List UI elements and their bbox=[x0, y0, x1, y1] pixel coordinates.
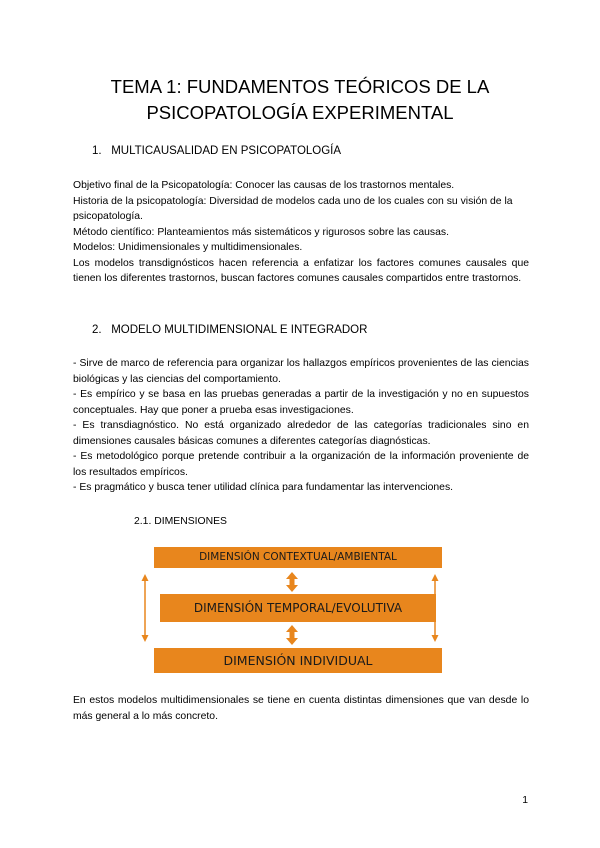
section-1-number: 1. bbox=[92, 145, 102, 157]
double-arrow-icon bbox=[286, 625, 298, 645]
section-1-title: MULTICAUSALIDAD EN PSICOPATOLOGÍA bbox=[111, 145, 342, 157]
section-2-number: 2. bbox=[92, 324, 102, 336]
dimensions-diagram bbox=[148, 544, 450, 674]
paragraph: Método científico: Planteamientos más sistemáticos y rigurosos sobre las causas. bbox=[73, 226, 449, 238]
double-arrow-icon bbox=[286, 572, 298, 592]
paragraph: Modelos: Unidimensionales y multidimensionales. bbox=[73, 242, 303, 253]
bullet-item: - Sirve de marco de referencia para organizar los hallazgos empíricos provenientes de las ciencias biológicas y las ciencias del comportamiento. bbox=[73, 358, 529, 385]
individual-dimension-bar: DIMENSIÓN INDIVIDUAL bbox=[154, 648, 442, 673]
bullet-item: - Es metodológico porque pretende contribuir a la organización de la información proveniente de los resultados empíricos. bbox=[73, 451, 529, 478]
section-2-title: MODELO MULTIDIMENSIONAL E INTEGRADOR bbox=[111, 324, 368, 336]
temporal-dimension-bar: DIMENSIÓN TEMPORAL/EVOLUTIVA bbox=[160, 594, 436, 622]
section-2-body bbox=[73, 356, 529, 496]
bullet-item: - Es empírico y se basa en las pruebas generadas a partir de la investigación y no en supuestos conceptuales. Hay que poner a prueba esas investigaciones. bbox=[73, 389, 529, 416]
paragraph: Historia de la psicopatología: Diversidad de modelos cada uno de los cuales con su visión de la psicopatología. bbox=[73, 195, 513, 222]
closing-paragraph bbox=[73, 693, 529, 724]
bullet-item: - Es transdiagnóstico. No está organizado alrededor de las categorías tradicionales sino en dimensiones causales básicas comunes a diferentes categorías diagnósticas. bbox=[73, 420, 529, 447]
section-1-body bbox=[73, 178, 529, 287]
page-title bbox=[60, 74, 540, 126]
right-vertical-double-arrow-icon bbox=[430, 574, 440, 642]
subsection-heading: 2.1. DIMENSIONES bbox=[134, 516, 227, 527]
section-1-heading bbox=[92, 144, 341, 159]
section-2-heading bbox=[92, 323, 367, 338]
bullet-item: - Es pragmático y busca tener utilidad clínica para fundamentar las intervenciones. bbox=[73, 482, 454, 493]
paragraph: En estos modelos multidimensionales se tiene en cuenta distintas dimensiones que van desde lo más general a lo más concreto. bbox=[73, 695, 529, 722]
paragraph: Objetivo final de la Psicopatología: Conocer las causas de los trastornos mentales. bbox=[73, 180, 455, 191]
title-line-1: TEMA 1: FUNDAMENTOS TEÓRICOS DE LA bbox=[110, 76, 490, 97]
paragraph: Los modelos transdignósticos hacen referencia a enfatizar los factores comunes causales que tienen los diferentes trastornos, buscan factores comunes causales compartidos entre trastornos. bbox=[73, 257, 529, 284]
contextual-dimension-bar: DIMENSIÓN CONTEXTUAL/AMBIENTAL bbox=[154, 547, 442, 568]
page-number: 1 bbox=[522, 795, 528, 806]
left-vertical-double-arrow-icon bbox=[140, 574, 150, 642]
title-line-2: PSICOPATOLOGÍA EXPERIMENTAL bbox=[146, 102, 454, 123]
